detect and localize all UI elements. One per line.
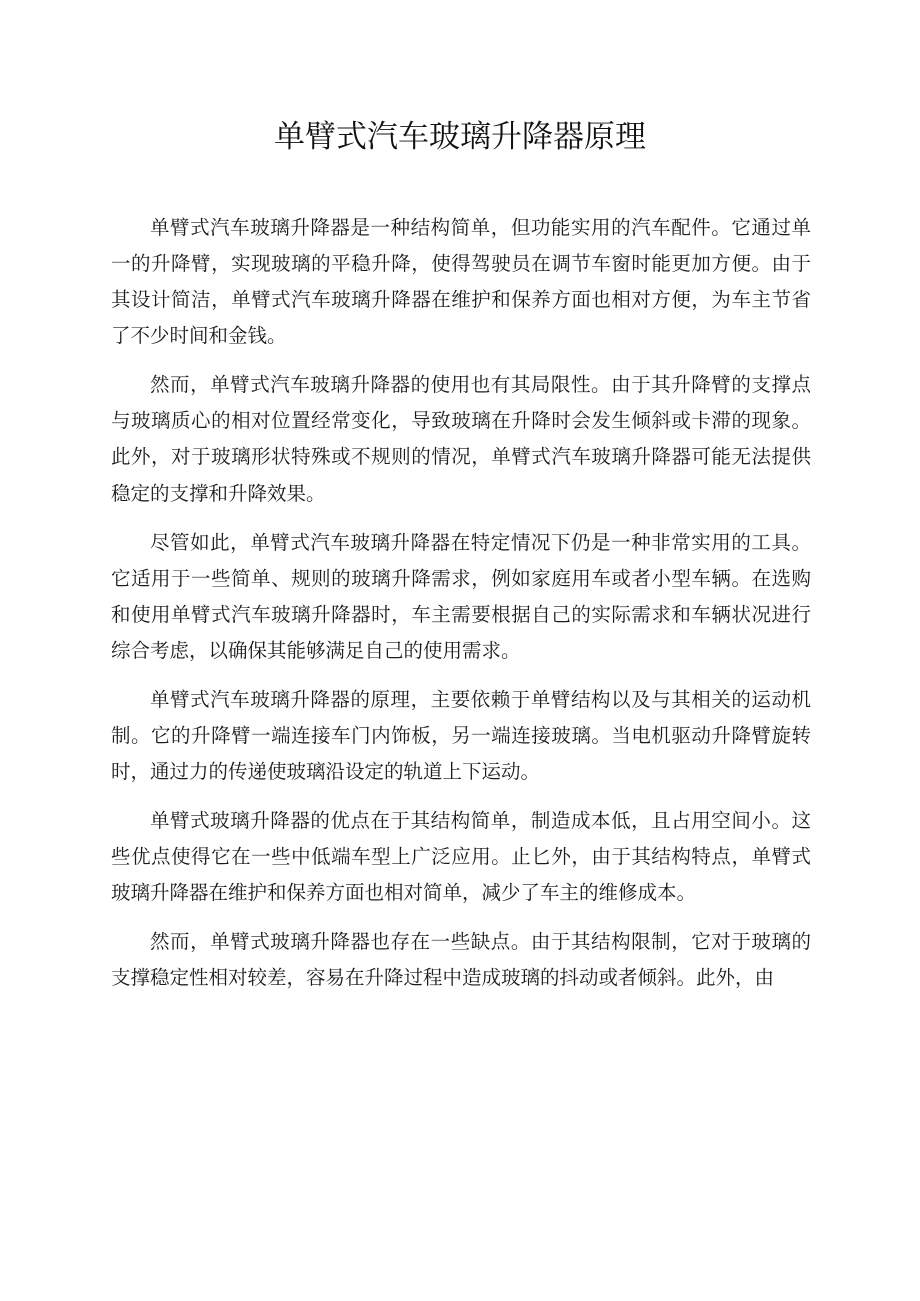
paragraph-3: 尽管如此，单臂式汽车玻璃升降器在特定情况下仍是一种非常实用的工具。它适用于一些简单、规则的玻璃升降需求，例如家庭用车或者小型车辆。在选购和使用单臂式汽车玻璃升降器时，车主需要根据自己的实际需求和车辆状况进行综合考虑，以确保其能够满足自己的使用需求。 <box>111 530 811 662</box>
paragraph-2: 然而，单臂式汽车玻璃升降器的使用也有其局限性。由于其升降臂的支撑点与玻璃质心的相对位置经常变化，导致玻璃在升降时会发生倾斜或卡滞的现象。此外，对于玻璃形状特殊或不规则的情况，单臂式汽车玻璃升降器可能无法提供稳定的支撑和升降效果。 <box>111 373 811 505</box>
paragraph-4: 单臂式汽车玻璃升降器的原理，主要依赖于单臂结构以及与其相关的运动机制。它的升降臂一端连接车门内饰板，另一端连接玻璃。当电机驱动升降臂旋转时，通过力的传递使玻璃沿设定的轨道上下运动。 <box>111 687 811 783</box>
document-title: 单臂式汽车玻璃升降器原理 <box>274 119 646 155</box>
paragraph-6: 然而，单臂式玻璃升降器也存在一些缺点。由于其结构限制，它对于玻璃的支撑稳定性相对较差，容易在升降过程中造成玻璃的抖动或者倾斜。此外，由 <box>111 930 811 990</box>
document-body <box>111 210 811 1009</box>
paragraph-1: 单臂式汽车玻璃升降器是一种结构简单，但功能实用的汽车配件。它通过单一的升降臂，实现玻璃的平稳升降，使得驾驶员在调节车窗时能更加方便。由于其设计简洁，单臂式汽车玻璃升降器在维护和保养方面也相对方便，为车主节省了不少时间和金钱。 <box>111 216 811 348</box>
paragraph-5: 单臂式玻璃升降器的优点在于其结构简单，制造成本低，且占用空间小。这些优点使得它在一些中低端车型上广泛应用。止匕外，由于其结构特点，单臂式玻璃升降器在维护和保养方面也相对简单，减少了车主的维修成本。 <box>111 808 811 905</box>
